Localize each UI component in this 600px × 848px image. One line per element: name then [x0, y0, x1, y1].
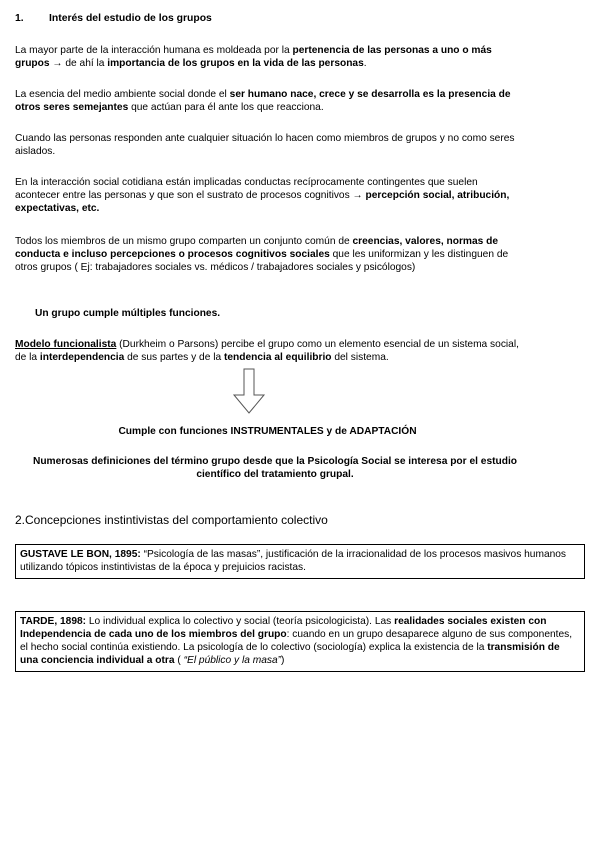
box2-italic: “El público y la masa” [183, 655, 282, 666]
p1-bold-1: pertenencia de las personas a uno o más grupos [15, 45, 492, 69]
definitions-statement: Numerosas definiciones del término grupo desde que la Psicología Social se interesa por el estudio científico del tratamiento grupal. [32, 456, 518, 480]
p4-text-a: En la interacción social cotidiana están implicadas conductas recíprocamente contingentes que suelen acontecer entre las personas y que son el sustrato de procesos cognitivos → [15, 177, 478, 201]
box2-bold-3: transmisión de una conciencia individual a otra [20, 642, 560, 666]
box2-bold-1: TARDE, 1898: [20, 616, 87, 627]
paragraph-5 [15, 235, 520, 274]
paragraph-2 [15, 88, 520, 114]
subheading-functions: Un grupo cumple múltiples funciones. [35, 308, 221, 319]
p6-text-d: del sistema. [331, 352, 389, 363]
p5-text-a: Todos los miembros de un mismo grupo comparten un conjunto común de [15, 236, 353, 247]
box1-text-a: “Psicología de las masas”, justificación de la irracionalidad de los procesos masivos humanos utilizando tópicos instintivistas de la época y prejuicios racistas. [20, 549, 567, 573]
p4-bold-1: percepción social, atribución, expectativas, etc. [15, 190, 510, 214]
section-1-number: 1. [15, 13, 24, 24]
box2-bold-2: realidades sociales existen con Independencia de cada uno de los miembros del grupo [20, 616, 547, 640]
p6-bold-underline: Modelo funcionalista [15, 339, 117, 350]
p6-bold-2: tendencia al equilibrio [223, 352, 332, 363]
box1-bold-1: GUSTAVE LE BON, 1895: [20, 549, 141, 560]
paragraph-3 [15, 132, 520, 158]
down-arrow-icon [230, 368, 270, 414]
p2-bold-1: ser humano nace, crece y se desarrolla es la presencia de otros seres semejantes [15, 89, 511, 113]
p6-bold-1: interdependencia [39, 352, 125, 363]
p1-text-c: → de ahí la [49, 58, 108, 69]
box2-text-a: Lo individual explica lo colectivo y social (teoría psicologicista). Las [86, 616, 395, 627]
p6-text-a: (Durkheim o Parsons) percibe el grupo como un elemento esencial de un sistema social, de la [15, 339, 519, 363]
tarde-box [15, 611, 585, 672]
le-bon-box [15, 544, 585, 579]
box2-text-c: : cuando en un grupo desaparece alguno de sus componentes, el hecho social continúa existiendo. La psicología de lo colectivo (sociología) explica la existencia de la [20, 629, 573, 653]
p3-text-a: Cuando las personas responden ante cualquier situación lo hacen como miembros de grupos y no como seres aislados. [15, 133, 515, 157]
paragraph-6 [15, 338, 520, 364]
p1-bold-2: importancia de los grupos en la vida de las personas [107, 58, 364, 69]
section-2-heading: 2.Concepciones instintivistas del comportamiento colectivo [15, 513, 328, 527]
functions-statement: Cumple con funciones INSTRUMENTALES y de ADAPTACIÓN [118, 426, 417, 437]
p5-bold-1: creencias, valores, normas de conducta e incluso percepciones o procesos cognitivos sociales [15, 236, 499, 260]
p6-text-c: de sus partes y de la [124, 352, 224, 363]
p2-text-a: La esencia del medio ambiente social donde el [15, 89, 230, 100]
p2-text-c: que actúan para él ante los que reacciona. [128, 102, 324, 113]
p1-text-d: . [363, 58, 367, 69]
paragraph-1 [15, 44, 520, 70]
section-1-heading [15, 13, 212, 24]
p5-text-c: que les uniformizan y les distinguen de otros grupos ( Ej: trabajadores sociales vs. médicos / trabajadores sociales y psicólogos) [15, 249, 509, 273]
box2-text-d: ( [174, 655, 184, 666]
box2-text-e: ) [281, 655, 285, 666]
p1-text-a: La mayor parte de la interacción humana es moldeada por la [15, 45, 293, 56]
section-1-title: Interés del estudio de los grupos [49, 13, 212, 24]
paragraph-4 [15, 176, 520, 215]
